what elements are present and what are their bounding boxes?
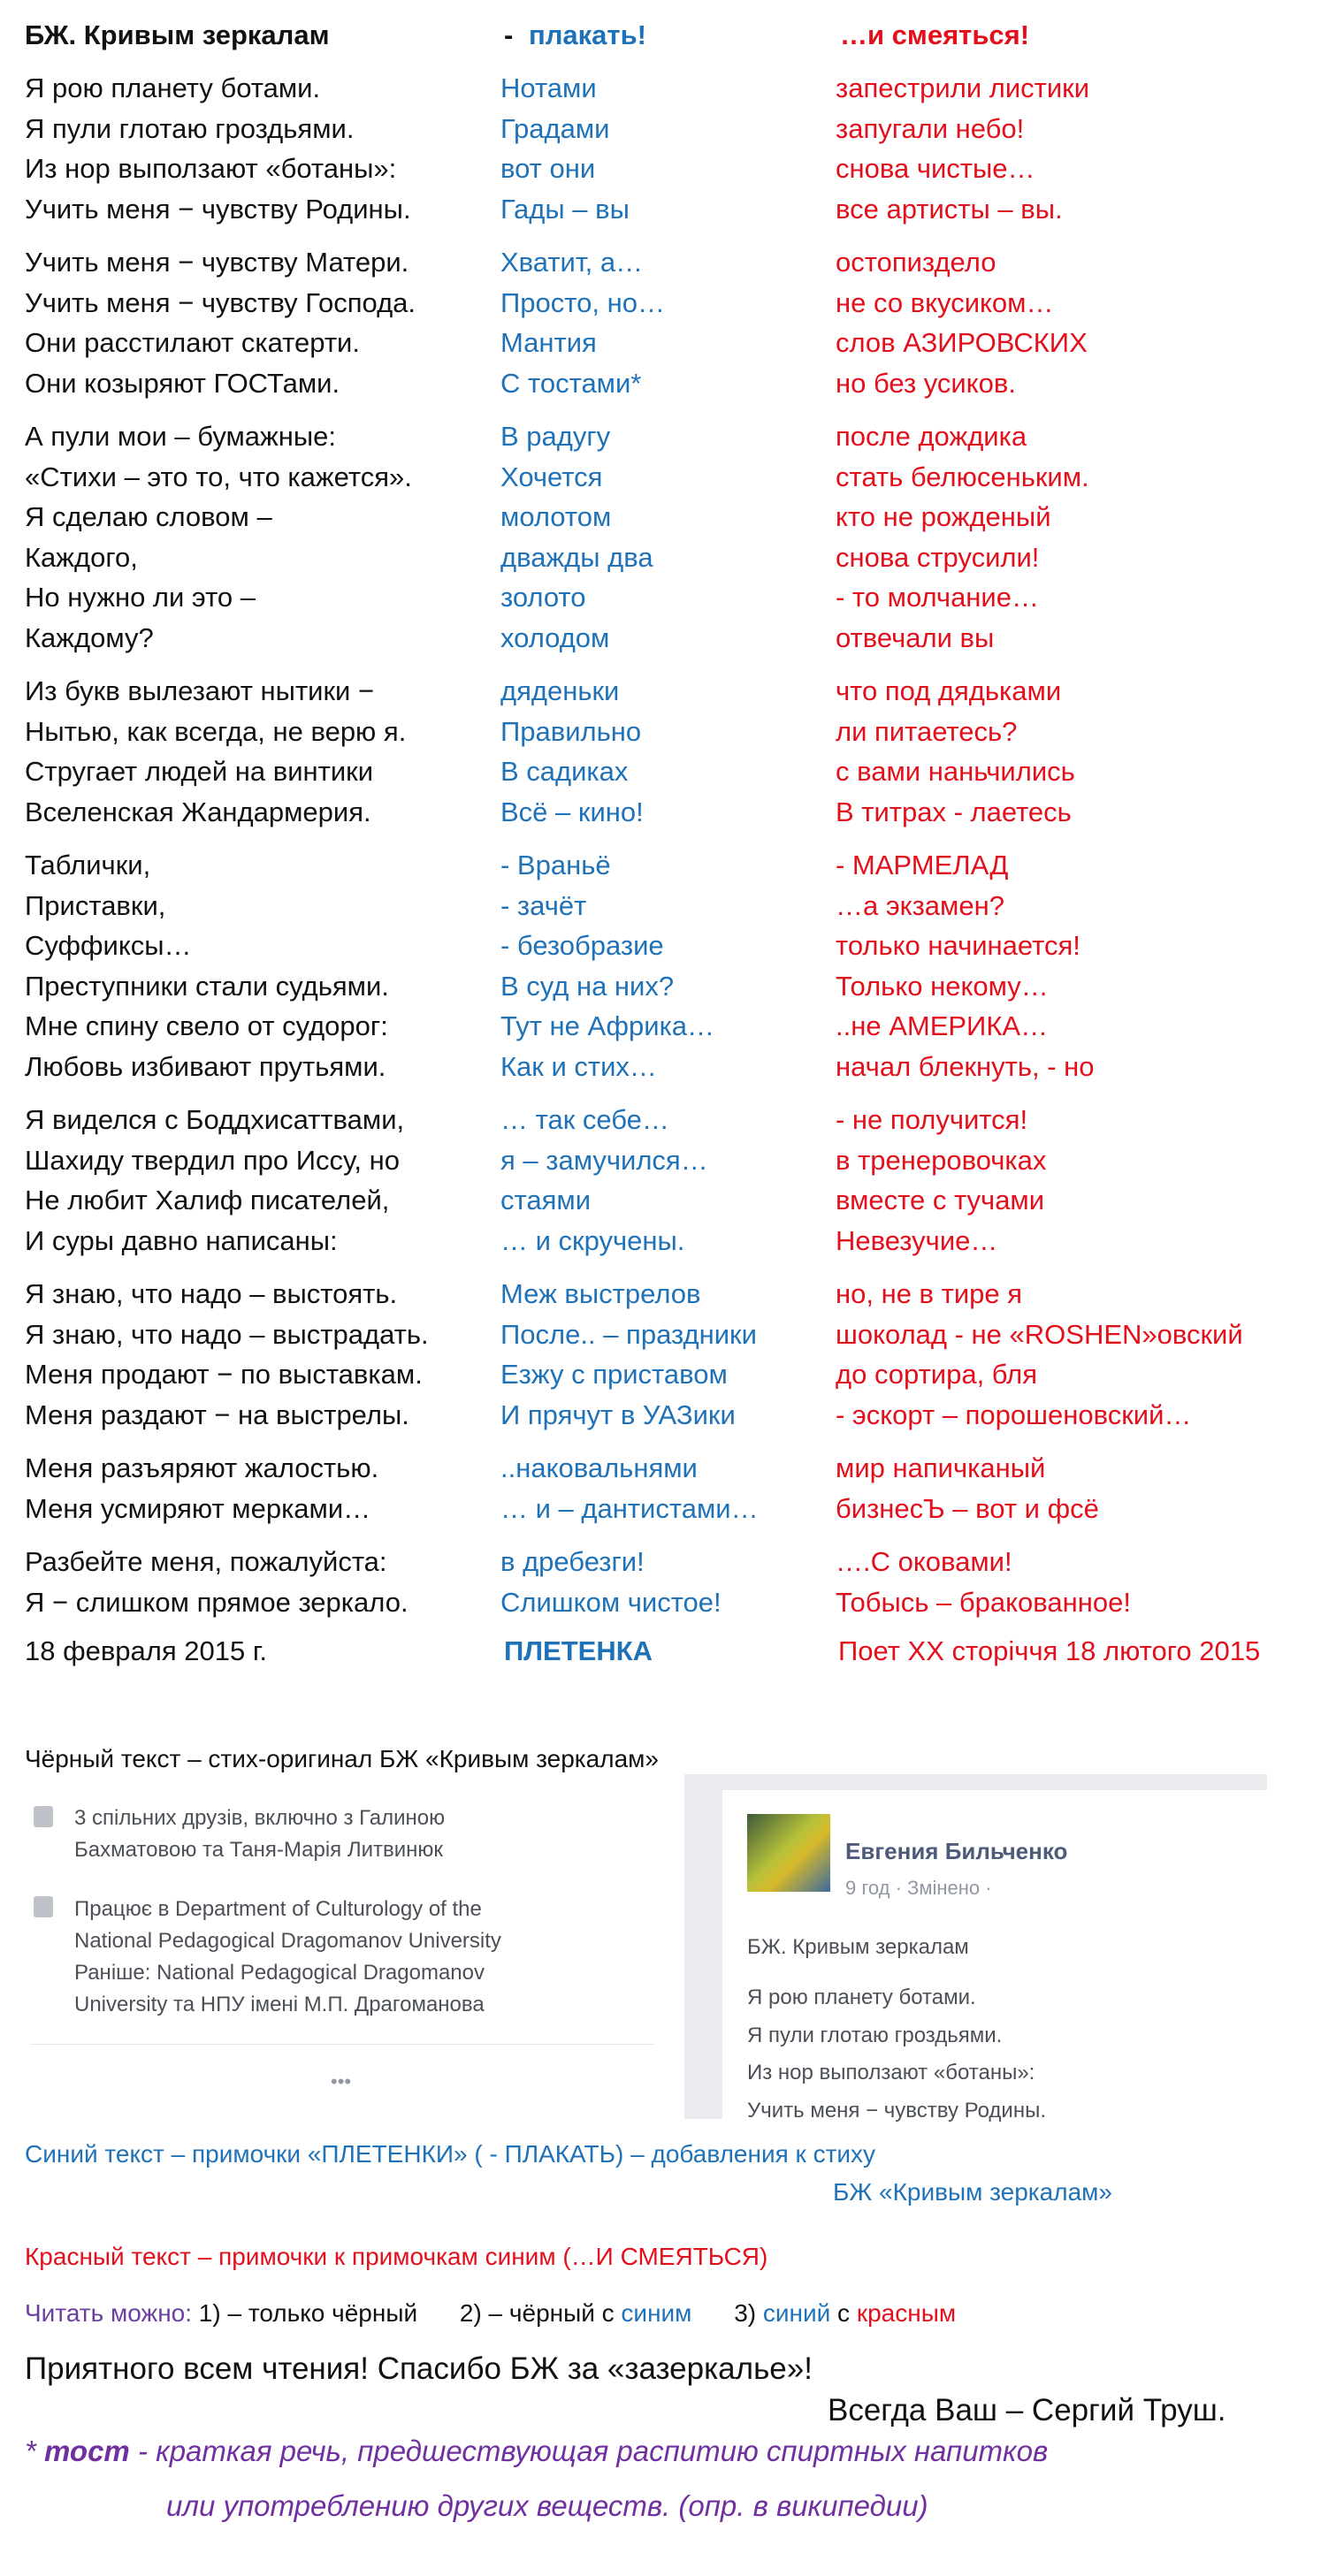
original-line: Я сделаю словом – bbox=[25, 501, 272, 532]
original-line: Каждому? bbox=[25, 621, 154, 653]
red-annotation: ….С оковами! bbox=[836, 1546, 1012, 1577]
red-annotation: в тренеровочках bbox=[836, 1144, 1047, 1176]
red-annotation: запугали небо! bbox=[836, 112, 1025, 144]
original-line: Из нор выползают «ботаны»: bbox=[25, 153, 397, 184]
option-3: 3) bbox=[734, 2299, 763, 2327]
poem-row bbox=[0, 537, 1321, 578]
red-annotation: снова чистые… bbox=[836, 153, 1035, 184]
poem-row bbox=[0, 1489, 1321, 1529]
red-annotation: остопиздело bbox=[836, 247, 996, 278]
poem-row bbox=[0, 283, 1321, 324]
original-line: Таблички, bbox=[25, 850, 151, 880]
red-annotation: - то молчание… bbox=[836, 582, 1039, 613]
blue-annotation: И прячут в УАЗики bbox=[500, 1399, 736, 1430]
red-annotation: снова струсили! bbox=[836, 541, 1040, 573]
blue-annotation: Просто, но… bbox=[500, 286, 665, 318]
poem-row bbox=[0, 1542, 1321, 1582]
blue-annotation: Всё – кино! bbox=[500, 796, 644, 827]
author-name[interactable]: Евгения Бильченко bbox=[845, 1838, 1068, 1864]
original-line: Я рою планету ботами. bbox=[25, 72, 321, 103]
original-line: Шахиду твердил про Иссу, но bbox=[25, 1144, 401, 1176]
footnote-term: тост bbox=[44, 2435, 130, 2467]
footnote-definition: - краткая речь, предшествующая распитию спиртных напитков bbox=[129, 2435, 1049, 2467]
poem-row bbox=[0, 68, 1321, 109]
legend-red: Красный текст – примочки к примочкам синим (…И СМЕЯТЬСЯ) bbox=[25, 2243, 768, 2270]
poem-row bbox=[0, 1395, 1321, 1436]
blue-annotation: в дребезги! bbox=[500, 1546, 645, 1577]
red-annotation: до сортира, бля bbox=[836, 1359, 1038, 1390]
red-annotation: после дождика bbox=[836, 421, 1027, 452]
red-annotation: все артисты – вы. bbox=[836, 193, 1063, 225]
original-line: Разбейте меня, пожалуйста: bbox=[25, 1546, 387, 1577]
poem-row bbox=[0, 1006, 1321, 1047]
work-2: National Pedagogical Dragomanov University bbox=[74, 1929, 501, 1953]
original-line: Любовь избивают прутьями. bbox=[25, 1050, 386, 1082]
red-annotation: - эскорт – порошеновский… bbox=[836, 1399, 1192, 1430]
red-annotation: …а экзамен? bbox=[836, 889, 1004, 921]
red-annotation: - МАРМЕЛАД bbox=[836, 850, 1009, 880]
blue-annotation: Как и стих… bbox=[500, 1050, 657, 1082]
poem-row bbox=[0, 577, 1321, 618]
red-annotation: ..не АМЕРИКА… bbox=[836, 1010, 1049, 1041]
poem-row bbox=[0, 363, 1321, 404]
red-annotation: начал блекнуть, - но bbox=[836, 1050, 1095, 1082]
facebook-post bbox=[684, 1774, 1267, 2123]
red-annotation: только начинается! bbox=[836, 930, 1080, 961]
blue-annotation: - безобразие bbox=[500, 930, 664, 961]
blue-annotation: … так себе… bbox=[500, 1104, 669, 1135]
legend-black: Чёрный текст – стих-оригинал БЖ «Кривым зеркалам» bbox=[25, 1745, 659, 1772]
poem-row bbox=[0, 1315, 1321, 1355]
post-card bbox=[722, 1790, 1267, 2123]
blue-annotation: Меж выстрелов bbox=[500, 1278, 701, 1309]
reading-label: Читать можно: bbox=[25, 2299, 193, 2327]
original-line: «Стихи – это то, что кажется». bbox=[25, 461, 412, 492]
header-red-laugh: …и смеяться! bbox=[840, 19, 1030, 50]
red-annotation: с вами наньчились bbox=[836, 756, 1075, 787]
footnote-line-1 bbox=[25, 2431, 1048, 2472]
blue-annotation: С тостами* bbox=[500, 367, 642, 399]
poem-row bbox=[0, 242, 1321, 283]
original-line: Мне спину свело от судорог: bbox=[25, 1010, 388, 1041]
header-blue-cry: плакать! bbox=[529, 19, 646, 50]
poem-row bbox=[0, 1047, 1321, 1087]
original-line: Из букв вылезают нытики − bbox=[25, 675, 375, 706]
poem-title: БЖ. Кривым зеркалам bbox=[25, 19, 330, 50]
blue-annotation: стаями bbox=[500, 1185, 592, 1216]
legend-blue-cont: БЖ «Кривым зеркалам» bbox=[833, 2178, 1112, 2206]
poem-row bbox=[0, 109, 1321, 149]
original-line: Я пули глотаю гроздьями. bbox=[25, 112, 355, 144]
poem-row bbox=[0, 149, 1321, 189]
red-annotation: Только некому… bbox=[836, 970, 1049, 1002]
poem-row bbox=[0, 926, 1321, 966]
blue-annotation: я – замучился… bbox=[500, 1144, 708, 1176]
poem-row bbox=[0, 1448, 1321, 1489]
post-title: БЖ. Кривым зеркалам bbox=[747, 1935, 969, 1959]
blue-annotation: Градами bbox=[500, 112, 610, 144]
poem-row bbox=[0, 618, 1321, 659]
post-line: Я рою планету ботами. bbox=[747, 1985, 976, 2009]
divider bbox=[30, 2044, 654, 2045]
reading-options bbox=[25, 2296, 956, 2331]
original-line: Я знаю, что надо – выстрадать. bbox=[25, 1318, 429, 1350]
post-meta[interactable]: 9 год · Змінено · bbox=[845, 1877, 992, 1899]
poem-row bbox=[0, 416, 1321, 457]
poem-row bbox=[0, 1221, 1321, 1261]
blue-annotation: Тут не Африка… bbox=[500, 1010, 715, 1041]
blue-annotation: … и – дантистами… bbox=[500, 1492, 759, 1524]
blue-annotation: Гады – вы bbox=[500, 193, 630, 225]
footnote-line-2: или употреблению других веществ. (опр. в википедии) bbox=[166, 2489, 928, 2522]
original-line: Меня усмиряют мерками… bbox=[25, 1492, 371, 1524]
red-annotation: что под дядьками bbox=[836, 675, 1062, 706]
blue-annotation: Хватит, а… bbox=[500, 247, 644, 278]
poem-row bbox=[0, 751, 1321, 792]
blue-annotation: молотом bbox=[500, 501, 612, 532]
red-annotation: запестрили листики bbox=[836, 72, 1090, 103]
original-line: Преступники стали судьями. bbox=[25, 970, 389, 1002]
red-annotation: вместе с тучами bbox=[836, 1185, 1045, 1216]
original-line: Но нужно ли это – bbox=[25, 582, 256, 613]
original-line: Меня продают − по выставкам. bbox=[25, 1359, 423, 1390]
work-3: Раніше: National Pedagogical Dragomanov bbox=[74, 1961, 485, 1985]
option-2: 2) – чёрный с bbox=[459, 2299, 622, 2327]
original-line: Суффиксы… bbox=[25, 930, 192, 961]
red-annotation: мир напичканый bbox=[836, 1452, 1046, 1483]
red-annotation: отвечали вы bbox=[836, 621, 995, 653]
red-annotation: В титрах - лаетесь bbox=[836, 796, 1072, 827]
original-line: Я знаю, что надо – выстоять. bbox=[25, 1278, 398, 1309]
blue-annotation: После.. – праздники bbox=[500, 1318, 757, 1350]
poem-row bbox=[0, 1180, 1321, 1221]
poem-row bbox=[0, 966, 1321, 1007]
original-line: Приставки, bbox=[25, 889, 166, 921]
pletenka-signature: ПЛЕТЕНКА bbox=[504, 1635, 653, 1666]
mutual-friends-1: 3 спільних друзів, включно з Галиною bbox=[74, 1806, 446, 1830]
blue-annotation: Слишком чистое! bbox=[500, 1586, 722, 1618]
poem-row bbox=[0, 886, 1321, 926]
blue-annotation: - Враньё bbox=[500, 850, 611, 880]
poem-row bbox=[0, 712, 1321, 752]
work-4: University та НПУ імені М.П. Драгоманова bbox=[74, 1993, 485, 2016]
blue-annotation: дяденьки bbox=[500, 675, 620, 706]
option-3-blue: синий bbox=[762, 2299, 831, 2327]
work-1: Працює в Department of Culturology of the bbox=[74, 1897, 482, 1921]
red-annotation: ли питаетесь? bbox=[836, 715, 1018, 747]
poem-row bbox=[0, 845, 1321, 886]
poem-row bbox=[0, 457, 1321, 498]
original-line: Я виделся с Боддхисаттвами, bbox=[25, 1104, 405, 1135]
poem-row bbox=[0, 323, 1321, 363]
legend-blue: Синий текст – примочки «ПЛЕТЕНКИ» ( - ПЛАКАТЬ) – добавления к стиху bbox=[25, 2140, 876, 2168]
red-annotation: бизнесЪ – вот и фсё bbox=[836, 1492, 1099, 1524]
post-line: Я пули глотаю гроздьями. bbox=[747, 2023, 1003, 2047]
red-annotation: но, не в тире я bbox=[836, 1278, 1023, 1309]
poem-row bbox=[0, 189, 1321, 230]
blue-annotation: В садиках bbox=[500, 756, 629, 787]
blue-annotation: Правильно bbox=[500, 715, 642, 747]
original-line: Учить меня − чувству Господа. bbox=[25, 286, 416, 318]
blue-annotation: В радугу bbox=[500, 421, 611, 452]
blue-annotation: золото bbox=[500, 582, 586, 613]
blue-annotation: … и скручены. bbox=[500, 1224, 685, 1256]
red-annotation: но без усиков. bbox=[836, 367, 1016, 399]
blue-annotation: Езжу с приставом bbox=[500, 1359, 728, 1390]
original-line: Каждого, bbox=[25, 541, 138, 573]
original-line: Меня разъяряют жалостью. bbox=[25, 1452, 379, 1483]
thanks-text: Приятного всем чтения! Спасибо БЖ за «зазеркалье»! bbox=[25, 2351, 813, 2386]
original-line: Нытью, как всегда, не верю я. bbox=[25, 715, 407, 747]
option-3-with: с bbox=[830, 2299, 857, 2327]
original-line: Не любит Халиф писателей, bbox=[25, 1185, 390, 1216]
date-original: 18 февраля 2015 г. bbox=[25, 1635, 267, 1666]
asterisk: * bbox=[25, 2435, 45, 2467]
poem-row bbox=[0, 792, 1321, 833]
poem-table bbox=[0, 68, 1321, 1622]
poem-footer bbox=[0, 1631, 1321, 1672]
poem-row bbox=[0, 1354, 1321, 1395]
original-line: И суры давно написаны: bbox=[25, 1224, 338, 1256]
red-annotation: шоколад - не «ROSHEN»овский bbox=[836, 1318, 1243, 1350]
poem-row bbox=[0, 497, 1321, 537]
blue-annotation: дважды два bbox=[500, 541, 653, 573]
post-line: Из нор выползают «ботаны»: bbox=[747, 2061, 1035, 2084]
facebook-profile-info bbox=[30, 1774, 654, 2119]
original-line: Они расстилают скатерти. bbox=[25, 327, 360, 358]
original-line: Вселенская Жандармерия. bbox=[25, 796, 371, 827]
red-annotation: стать белюсеньким. bbox=[836, 461, 1089, 492]
option-1: 1) – только чёрный bbox=[192, 2299, 418, 2327]
original-line: Меня раздают − на выстрелы. bbox=[25, 1399, 409, 1430]
blue-annotation: вот они bbox=[500, 153, 596, 184]
original-line: Учить меня − чувству Родины. bbox=[25, 193, 411, 225]
red-annotation: - не получится! bbox=[836, 1104, 1028, 1135]
poet-date: Поет ХХ сторіччя 18 лютого 2015 bbox=[838, 1635, 1261, 1666]
blue-annotation: ..наковальнями bbox=[500, 1452, 698, 1483]
red-annotation: не со вкусиком… bbox=[836, 286, 1054, 318]
friends-icon bbox=[34, 1806, 53, 1827]
original-line: Они козыряют ГОСТами. bbox=[25, 367, 340, 399]
red-annotation: Невезучие… bbox=[836, 1224, 998, 1256]
original-line: Учить меня − чувству Матери. bbox=[25, 247, 409, 278]
signature: Всегда Ваш – Сергий Труш. bbox=[828, 2393, 1226, 2427]
blue-annotation: Мантия bbox=[500, 327, 597, 358]
red-annotation: Тобысь – бракованное! bbox=[836, 1586, 1131, 1618]
blue-annotation: холодом bbox=[500, 621, 610, 653]
mutual-friends-2: Бахматовою та Таня-Марія Литвинюк bbox=[74, 1838, 443, 1862]
red-annotation: кто не рожденый bbox=[836, 501, 1051, 532]
more-button[interactable]: ••• bbox=[331, 2070, 352, 2092]
original-line: А пули мои – бумажные: bbox=[25, 421, 337, 452]
blue-annotation: - зачёт bbox=[500, 889, 587, 921]
post-line: Учить меня − чувству Родины. bbox=[747, 2099, 1046, 2123]
red-annotation: слов АЗИРОВСКИХ bbox=[836, 327, 1088, 358]
original-line: Стругает людей на винтики bbox=[25, 756, 374, 787]
briefcase-icon bbox=[34, 1896, 53, 1917]
option-2-blue: синим bbox=[621, 2299, 692, 2327]
blue-annotation: Хочется bbox=[500, 461, 603, 492]
poem-row bbox=[0, 671, 1321, 712]
poem-row bbox=[0, 1582, 1321, 1623]
original-line: Я − слишком прямое зеркало. bbox=[25, 1586, 409, 1618]
blue-annotation: Нотами bbox=[500, 72, 597, 103]
header-dash: - bbox=[504, 19, 514, 50]
blue-annotation: В суд на них? bbox=[500, 970, 675, 1002]
poem-row bbox=[0, 1100, 1321, 1140]
poem-row bbox=[0, 1140, 1321, 1181]
poem-row bbox=[0, 1274, 1321, 1315]
avatar[interactable] bbox=[747, 1814, 830, 1892]
option-3-red: красным bbox=[856, 2299, 957, 2327]
